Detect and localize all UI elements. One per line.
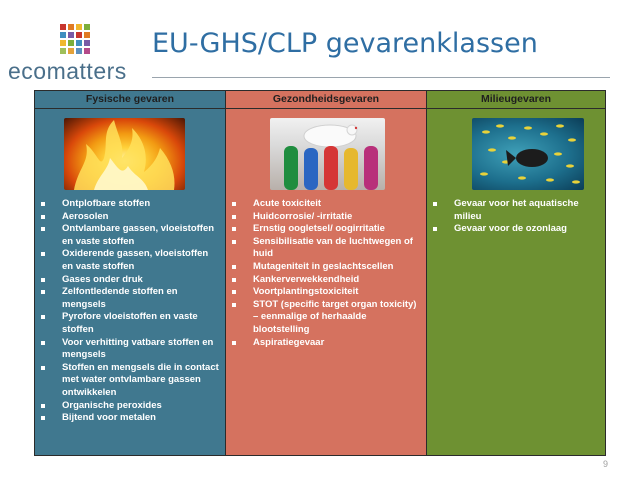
list-item: STOT (specific target organ toxicity) – eenmalige of herhaalde blootstelling [226, 299, 420, 337]
list-item: Pyrofore vloeistoffen en vaste stoffen [35, 311, 219, 336]
list-item: Gevaar voor het aquatische milieu [427, 198, 599, 223]
fish-school-image [472, 118, 584, 190]
list-item: Kankerverwekkendheid [226, 274, 420, 287]
column-header: Milieugevaren [427, 91, 605, 109]
logo-square [84, 40, 90, 46]
health-hazards-list [226, 198, 426, 349]
health-hazards-column [225, 91, 426, 455]
logo-square [60, 48, 66, 54]
list-item: Zelfontledende stoffen en mengsels [35, 286, 219, 311]
logo-square [60, 24, 66, 30]
logo-mark-icon [60, 24, 90, 54]
list-item: Oxiderende gassen, vloeistoffen en vaste stoffen [35, 248, 219, 273]
lab-rat-test-tubes-image [270, 118, 385, 190]
physical-hazards-column [35, 91, 225, 455]
logo-text: ecomatters [8, 58, 127, 84]
hazard-classes-table [34, 90, 606, 456]
logo-square [84, 24, 90, 30]
list-item: Gases onder druk [35, 274, 219, 287]
list-item: Gevaar voor de ozonlaag [427, 223, 599, 236]
environmental-hazards-column [426, 91, 605, 455]
logo-square [60, 40, 66, 46]
logo-square [76, 24, 82, 30]
slide-title: EU-GHS/CLP gevarenklassen [152, 28, 538, 59]
logo-square [68, 40, 74, 46]
list-item: Aspiratiegevaar [226, 337, 420, 350]
list-item: Voortplantingstoxiciteit [226, 286, 420, 299]
logo-square [68, 48, 74, 54]
list-item: Ernstig oogletsel/ oogirritatie [226, 223, 420, 236]
list-item: Huidcorrosie/ -irritatie [226, 211, 420, 224]
list-item: Acute toxiciteit [226, 198, 420, 211]
logo-square [68, 32, 74, 38]
logo-square [76, 32, 82, 38]
list-item: Stoffen en mengsels die in contact met water ontvlambare gassen ontwikkelen [35, 362, 219, 400]
physical-hazards-list [35, 198, 225, 425]
list-item: Ontvlambare gassen, vloeistoffen en vaste stoffen [35, 223, 219, 248]
fire-image [64, 118, 185, 190]
logo-square [84, 32, 90, 38]
title-divider [152, 77, 610, 78]
list-item: Aerosolen [35, 211, 219, 224]
column-header: Fysische gevaren [35, 91, 225, 109]
list-item: Mutageniteit in geslachtscellen [226, 261, 420, 274]
column-header: Gezondheidsgevaren [226, 91, 426, 109]
logo-square [60, 32, 66, 38]
page-number: 9 [602, 459, 608, 469]
logo-square [76, 40, 82, 46]
list-item: Bijtend voor metalen [35, 412, 219, 425]
environmental-hazards-list [427, 198, 605, 236]
list-item: Organische peroxides [35, 400, 219, 413]
list-item: Sensibilisatie van de luchtwegen of huid [226, 236, 420, 261]
list-item: Ontplofbare stoffen [35, 198, 219, 211]
ecomatters-logo [8, 22, 132, 82]
list-item: Voor verhitting vatbare stoffen en mengsels [35, 337, 219, 362]
logo-square [84, 48, 90, 54]
logo-square [68, 24, 74, 30]
logo-square [76, 48, 82, 54]
